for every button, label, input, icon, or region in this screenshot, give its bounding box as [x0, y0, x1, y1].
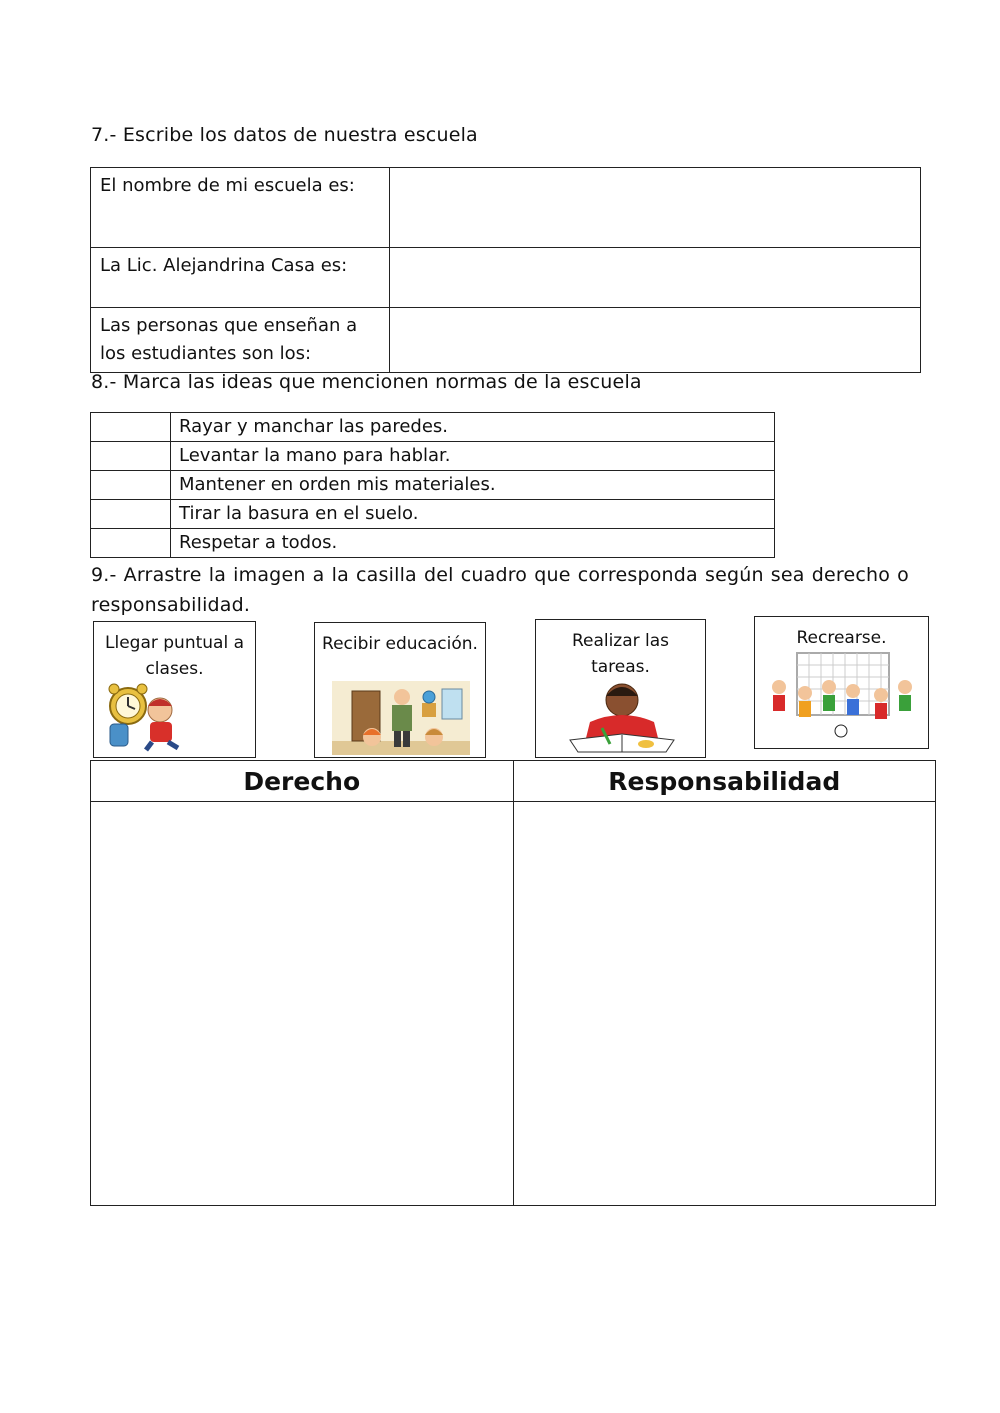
- draggable-card-education[interactable]: [314, 622, 486, 758]
- question-7-title: 7.- Escribe los datos de nuestra escuela: [91, 124, 478, 146]
- table-header-row: [91, 761, 936, 802]
- column-header-responsabilidad: Responsabilidad: [513, 761, 936, 802]
- draggable-card-homework[interactable]: [535, 619, 706, 758]
- teachers-label: Las personas que enseñan a los estudiantes son los:: [91, 308, 390, 373]
- table-row: [91, 442, 775, 471]
- card-text: Llegar puntual a clases.: [105, 633, 244, 679]
- rule-checkbox-cell[interactable]: [91, 442, 171, 471]
- table-row: [91, 413, 775, 442]
- table-row: [91, 529, 775, 558]
- rule-text: Respetar a todos.: [171, 529, 775, 558]
- card-text: Recrearse.: [796, 628, 887, 648]
- table-row: [91, 471, 775, 500]
- rule-checkbox-cell[interactable]: [91, 413, 171, 442]
- school-data-table: [90, 167, 921, 373]
- classroom-teacher-icon: [332, 681, 470, 755]
- table-row: [91, 500, 775, 529]
- director-answer-cell[interactable]: [390, 248, 921, 308]
- school-rules-table: [90, 412, 775, 558]
- draggable-card-punctual[interactable]: [93, 621, 256, 758]
- question-9-title: 9.- Arrastre la imagen a la casilla del cuadro que corresponda según sea derecho o responsabilidad.: [91, 564, 909, 616]
- school-name-label: El nombre de mi escuela es:: [91, 168, 390, 248]
- question-8-title: 8.- Marca las ideas que mencionen normas de la escuela: [91, 371, 642, 393]
- rule-checkbox-cell[interactable]: [91, 500, 171, 529]
- rule-text: Tirar la basura en el suelo.: [171, 500, 775, 529]
- rule-checkbox-cell[interactable]: [91, 471, 171, 500]
- drop-zone-derecho[interactable]: [91, 802, 514, 1206]
- table-row: [91, 168, 921, 248]
- rule-text: Rayar y manchar las paredes.: [171, 413, 775, 442]
- table-row: [91, 308, 921, 373]
- kids-playing-soccer-icon: [763, 651, 921, 745]
- drop-zone-responsabilidad[interactable]: [513, 802, 936, 1206]
- rule-text: Mantener en orden mis materiales.: [171, 471, 775, 500]
- late-student-clock-icon: [106, 682, 192, 752]
- rights-responsibilities-table: [90, 760, 936, 1206]
- column-header-derecho: Derecho: [91, 761, 514, 802]
- director-label: La Lic. Alejandrina Casa es:: [91, 248, 390, 308]
- school-name-answer-cell[interactable]: [390, 168, 921, 248]
- draggable-card-recreation[interactable]: [754, 616, 929, 749]
- rule-text: Levantar la mano para hablar.: [171, 442, 775, 471]
- card-text: Realizar las tareas.: [571, 631, 670, 677]
- table-row: [91, 802, 936, 1206]
- child-writing-icon: [566, 678, 678, 754]
- teachers-answer-cell[interactable]: [390, 308, 921, 373]
- rule-checkbox-cell[interactable]: [91, 529, 171, 558]
- card-text: Recibir educación.: [322, 634, 478, 654]
- table-row: [91, 248, 921, 308]
